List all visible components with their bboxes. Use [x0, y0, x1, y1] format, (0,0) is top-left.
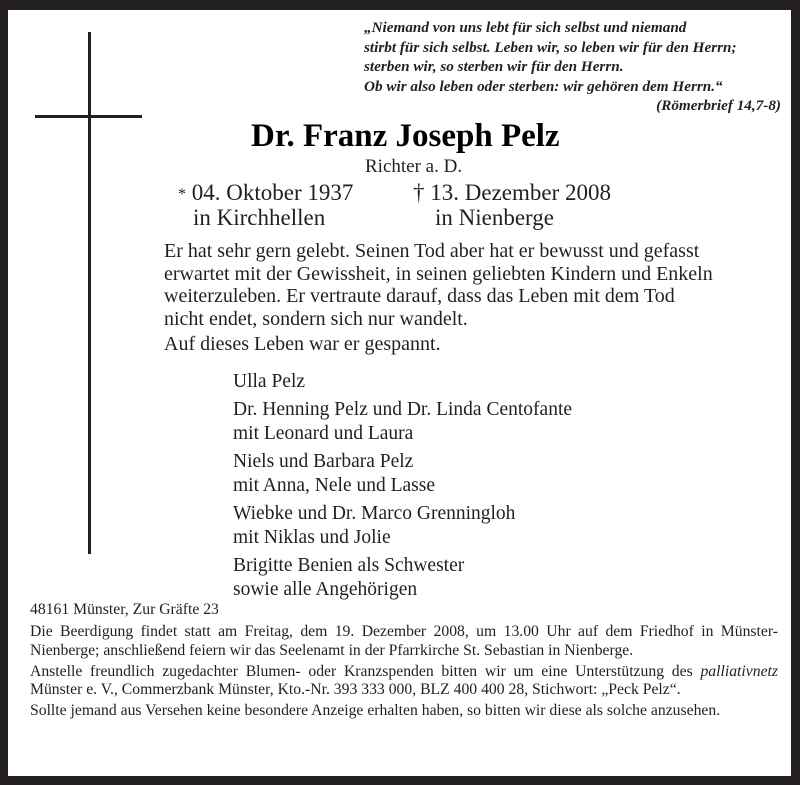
quote-line: Ob wir also leben oder sterben: wir gehören dem Herrn.“ — [364, 77, 723, 95]
deceased-title: Richter a. D. — [365, 156, 463, 177]
deceased-name: Dr. Franz Joseph Pelz — [251, 118, 560, 154]
mourner-group — [233, 554, 572, 602]
mourners-list — [233, 370, 572, 606]
mourner-line: Ulla Pelz — [233, 371, 306, 392]
birth-info — [178, 180, 353, 230]
mourner-group — [233, 450, 572, 498]
mourner-group — [233, 502, 572, 550]
donation-text: Anstelle freundlich zugedachter Blumen- oder Kranzspenden bitten wir um eine Unterstützung des — [30, 662, 693, 680]
quote-line: „Niemand von uns lebt für sich selbst und niemand — [364, 19, 687, 36]
mourner-line: Niels und Barbara Pelz — [233, 451, 414, 472]
quote-source: (Römerbrief 14,7-8) — [656, 97, 781, 114]
mourner-group — [233, 398, 572, 446]
donation-info — [30, 663, 778, 700]
mourner-line: Brigitte Benien als Schwester — [233, 555, 465, 576]
mourner-line: Wiebke und Dr. Marco Grenningloh — [233, 503, 516, 524]
mourner-group — [233, 370, 572, 394]
funeral-notes — [30, 601, 778, 724]
tribute-text — [164, 240, 713, 356]
quote-line: stirbt für sich selbst. Leben wir, so leben wir für den Herrn; — [364, 38, 737, 56]
tribute-line: erwartet mit der Gewissheit, in seinen geliebten Kindern und Enkeln — [164, 262, 713, 285]
death-place: in Nienberge — [435, 205, 555, 230]
obituary-frame — [8, 10, 791, 776]
mourner-line: mit Leonard und Laura — [233, 423, 414, 444]
quote-line: sterben wir, so sterben wir für den Herrn. — [364, 58, 624, 75]
death-info — [413, 180, 611, 230]
mourner-line: Dr. Henning Pelz und Dr. Linda Centofante — [233, 399, 573, 420]
mourner-line: mit Niklas und Jolie — [233, 527, 391, 548]
mourner-line: mit Anna, Nele und Lasse — [233, 475, 435, 496]
cross-icon-horizontal — [35, 115, 142, 118]
closing-note: Sollte jemand aus Versehen keine besondere Anzeige erhalten haben, so bitten wir diese als solche anzusehen. — [30, 702, 721, 720]
tribute-line: nicht endet, sondern sich nur wandelt. — [164, 307, 468, 330]
tribute-line: weiterzuleben. Er vertraute darauf, dass das Leben mit dem Tod — [164, 285, 675, 307]
death-date: 13. Dezember 2008 — [430, 180, 611, 205]
cross-icon-vertical — [88, 32, 91, 554]
cross-symbol: † — [413, 180, 425, 205]
birth-place: in Kirchhellen — [193, 205, 326, 230]
family-address: 48161 Münster, Zur Gräfte 23 — [30, 601, 219, 618]
tribute-line: Auf dieses Leben war er gespannt. — [164, 333, 441, 355]
tribute-line: Er hat sehr gern gelebt. Seinen Tod aber hat er bewusst und gefasst — [164, 240, 700, 262]
donation-organization: palliativnetz — [700, 662, 778, 680]
bible-quote — [364, 18, 737, 96]
birth-date: 04. Oktober 1937 — [191, 180, 354, 205]
donation-details: Münster e. V., Commerzbank Münster, Kto.-Nr. 393 333 000, BLZ 400 400 28, Stichwort: „Peck Pelz“. — [30, 681, 681, 699]
mourner-line: sowie alle Angehörigen — [233, 579, 418, 600]
funeral-info: Die Beerdigung findet statt am Freitag, dem 19. Dezember 2008, um 13.00 Uhr auf dem Friedhof in Münster-Nienberge; anschließend feiern wir das Seelenamt in der Pfarrkirche St. Sebastian in Nienberge. — [30, 623, 778, 659]
birth-symbol: * — [178, 186, 186, 203]
